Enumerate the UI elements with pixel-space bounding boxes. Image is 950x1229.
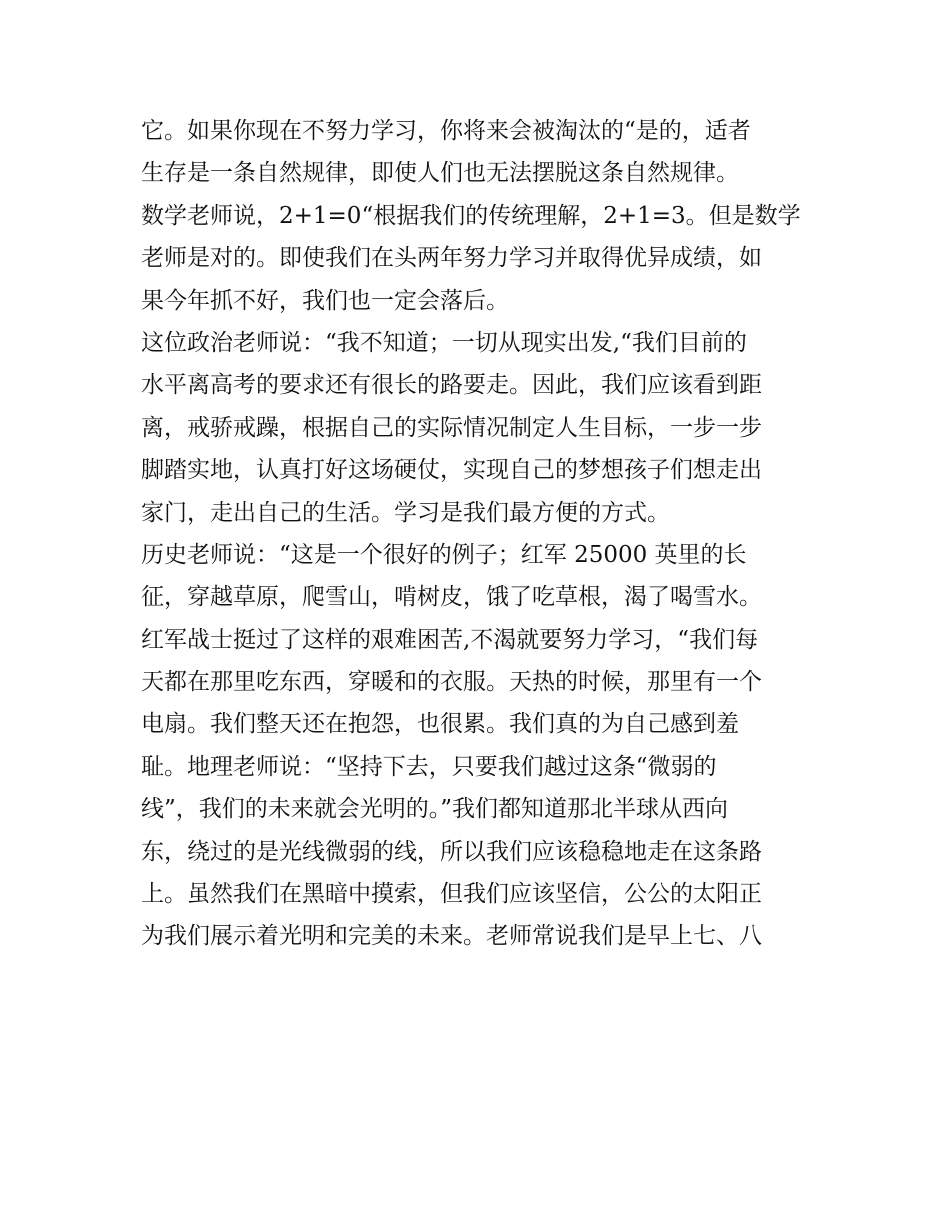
text-line: 征，穿越草原，爬雪山，啃树皮，饿了吃草根，渴了喝雪水。 [141,584,762,611]
text-line: 这位政治老师说：“我不知道；一切从现实出发,“我们目前的 [141,329,747,356]
text-line: 为我们展示着光明和完美的未来。老师常说我们是早上七、八 [141,923,762,950]
text-line: 老师是对的。即使我们在头两年努力学习并取得优异成绩，如 [141,245,762,272]
text-line: 它。如果你现在不努力学习，你将来会被淘汰的“是的，适者 [141,118,751,144]
body-text [141,110,831,958]
text-line: 家门，走出自己的生活。学习是我们最方便的方式。 [141,499,670,526]
text-line: 东，绕过的是光线微弱的线，所以我们应该稳稳地走在这条路 [141,838,762,865]
text-line: 上。虽然我们在黑暗中摸索，但我们应该坚信，公公的太阳正 [141,881,762,908]
text-line: 离，戒骄戒躁，根据自己的实际情况制定人生目标，一步一步 [141,414,762,441]
text-line: 线”，我们的未来就会光明的。”我们都知道那北半球从西向 [141,796,729,823]
text-line: 脚踏实地，认真打好这场硬仗，实现自己的梦想孩子们想走出 [141,457,762,484]
text-line: 数学老师说，2+1=0“根据我们的传统理解，2+1=3。但是数学 [141,202,801,229]
text-line: 电扇。我们整天还在抱怨，也很累。我们真的为自己感到羞 [141,711,739,738]
text-line: 水平离高考的要求还有很长的路要走。因此，我们应该看到距 [141,372,762,399]
text-line: 历史老师说：“这是一个很好的例子；红军 25000 英里的长 [141,541,747,568]
text-line: 天都在那里吃东西，穿暖和的衣服。天热的时候，那里有一个 [141,669,762,696]
text-line: 果今年抓不好，我们也一定会落后。 [141,287,509,314]
text-line: 生存是一条自然规律，即使人们也无法摆脱这条自然规律。 [141,160,739,187]
text-line: 耻。地理老师说：“坚持下去，只要我们越过这条“微弱的 [141,753,717,780]
text-line: 红军战士挺过了这样的艰难困苦,不渴就要努力学习，“我们每 [141,626,759,653]
